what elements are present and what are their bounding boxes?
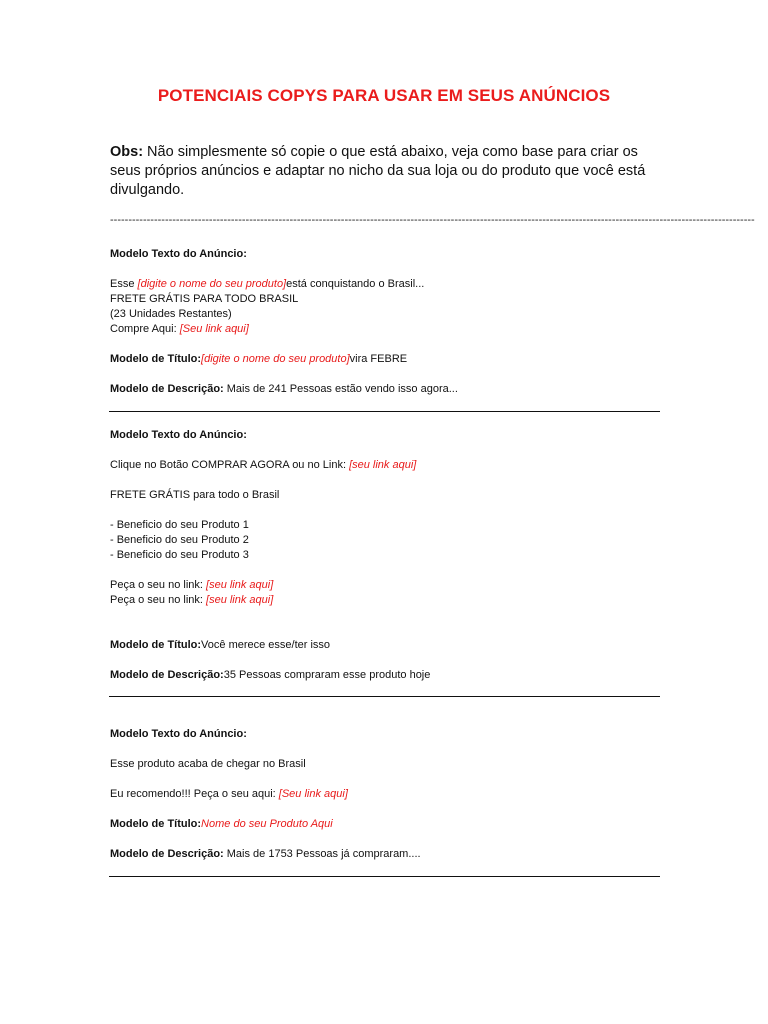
benefit-item: - Beneficio do seu Produto 2	[110, 534, 249, 546]
title-model	[110, 352, 670, 367]
ad-line-text: está conquistando o Brasil...	[286, 278, 425, 290]
title-model-label: Modelo de Título:	[110, 353, 202, 365]
section-divider	[109, 696, 660, 697]
description-model	[110, 847, 670, 862]
description-model-label: Modelo de Descrição:	[110, 848, 224, 860]
product-placeholder: [digite o nome do seu produto]	[137, 278, 287, 290]
title-model-text: vira FEBRE	[349, 353, 408, 365]
ad-model-2	[110, 428, 670, 683]
ad-model-3	[110, 727, 670, 862]
obs-label: Obs:	[110, 144, 144, 160]
description-model-label: Modelo de Descrição:	[110, 383, 224, 395]
benefit-item: - Beneficio do seu Produto 1	[110, 519, 249, 531]
ad-text-heading: Modelo Texto do Anúncio:	[110, 248, 247, 260]
ad-line	[110, 277, 670, 292]
title-model-label: Modelo de Título:	[110, 639, 202, 651]
ad-line-text: Peça o seu no link:	[110, 579, 207, 591]
section-divider	[109, 876, 660, 877]
title-model-text: Você merece esse/ter isso	[201, 639, 331, 651]
ad-line: Esse produto acaba de chegar no Brasil	[110, 758, 306, 770]
obs-paragraph	[110, 143, 670, 200]
description-model	[110, 382, 670, 397]
link-placeholder: [seu link aqui]	[349, 459, 417, 471]
description-model-text: Mais de 1753 Pessoas já compraram....	[223, 848, 421, 860]
ad-line: (23 Unidades Restantes)	[110, 308, 232, 320]
title-model-label: Modelo de Título:	[110, 818, 202, 830]
obs-text: Não simplesmente só copie o que está abaixo, veja como base para criar os seus próprios anúncios e adaptar no nicho da sua loja ou do produto que você está divulgando.	[110, 144, 646, 198]
link-placeholder: [seu link aqui]	[206, 594, 274, 606]
title-model	[110, 638, 670, 653]
ad-line-text: Clique no Botão COMPRAR AGORA ou no Link:	[110, 459, 350, 471]
ad-line	[110, 322, 670, 337]
ad-line: FRETE GRÁTIS para todo o Brasil	[110, 489, 280, 501]
benefit-item: - Beneficio do seu Produto 3	[110, 549, 249, 561]
ad-line-text: Eu recomendo!!! Peça o seu aqui:	[110, 788, 279, 800]
ad-line-text: Compre Aqui:	[110, 323, 180, 335]
description-model-label: Modelo de Descrição:	[110, 669, 224, 681]
description-model-text: 35 Pessoas compraram esse produto hoje	[223, 669, 431, 681]
description-model-text: Mais de 241 Pessoas estão vendo isso agora...	[223, 383, 458, 395]
product-placeholder: [digite o nome do seu produto]	[201, 353, 350, 365]
title-model	[110, 817, 670, 832]
page-title: POTENCIAIS COPYS PARA USAR EM SEUS ANÚNCIOS	[157, 86, 611, 105]
link-placeholder: [seu link aqui]	[206, 579, 274, 591]
link-placeholder: [Seu link aqui]	[278, 788, 348, 800]
ad-line	[110, 578, 670, 593]
dashed-separator: --------------------------------------------------------------------------------------------------------------------------------------------------------------------------------	[110, 214, 755, 226]
ad-line	[110, 593, 670, 608]
ad-line	[110, 458, 670, 473]
section-divider	[109, 411, 660, 412]
description-model	[110, 668, 670, 683]
product-placeholder: Nome do seu Produto Aqui	[201, 818, 333, 830]
link-placeholder: [Seu link aqui]	[179, 323, 249, 335]
ad-line: FRETE GRÁTIS PARA TODO BRASIL	[110, 293, 299, 305]
ad-line-text: Peça o seu no link:	[110, 594, 207, 606]
ad-line	[110, 787, 670, 802]
ad-text-heading: Modelo Texto do Anúncio:	[110, 728, 247, 740]
ad-line-text: Esse	[110, 278, 138, 290]
ad-model-1	[110, 247, 670, 397]
ad-text-heading: Modelo Texto do Anúncio:	[110, 429, 247, 441]
